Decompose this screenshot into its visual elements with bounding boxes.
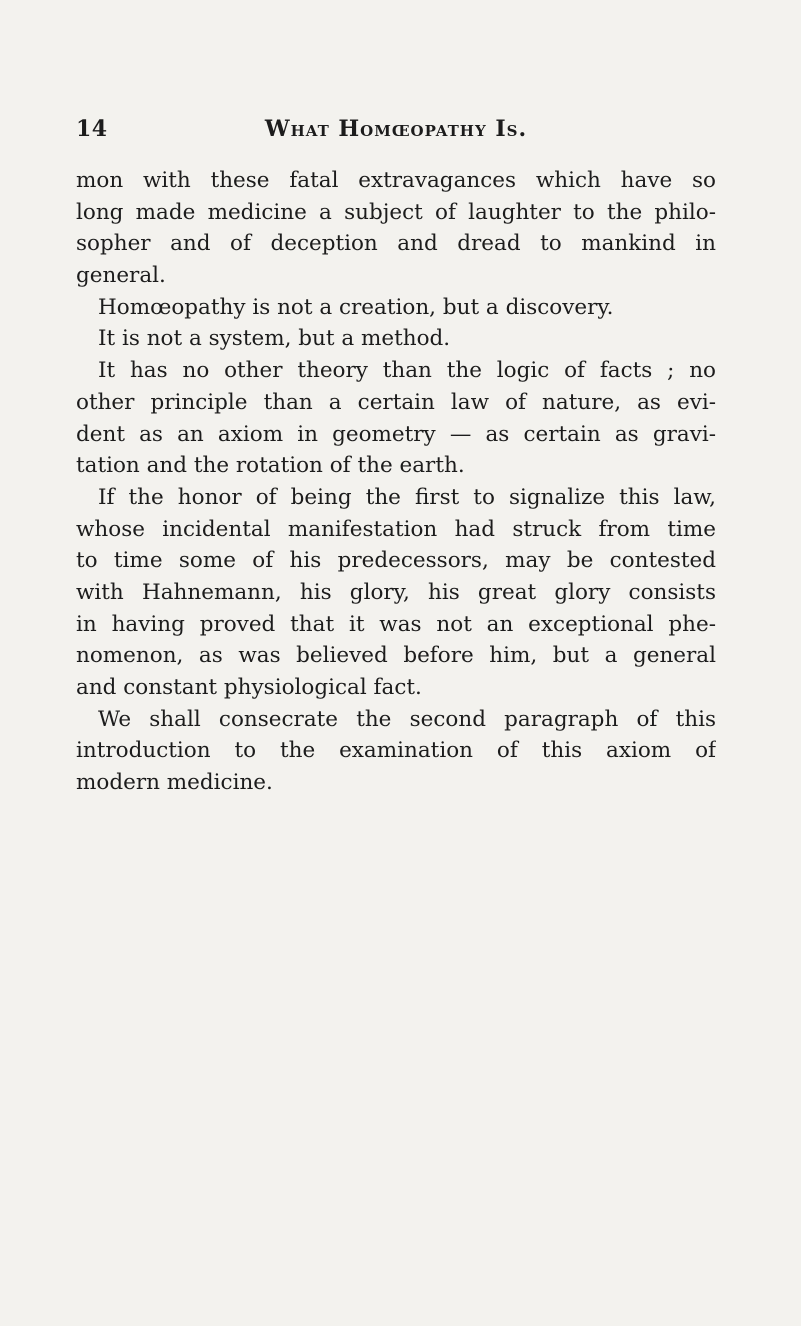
body-text [76, 165, 716, 799]
text-line: general. [76, 263, 166, 289]
text-line: It is not a system, but a method. [98, 326, 451, 352]
text-line: introduction to the examination of this axiom of [76, 738, 716, 764]
text-line: It has no other theory than the logic of facts ; no [98, 358, 716, 384]
running-head: What Homœopathy Is. [264, 116, 528, 142]
text-line: If the honor of being the first to signalize this law, [98, 484, 716, 510]
text-line: We shall consecrate the second paragraph of this [98, 706, 716, 732]
text-line: modern medicine. [76, 770, 273, 796]
text-line: Homœopathy is not a creation, but a discovery. [98, 294, 614, 320]
page-header [76, 116, 716, 150]
text-line: to time some of his predecessors, may be contested [76, 548, 716, 574]
text-line: sopher and of deception and dread to mankind in [76, 231, 716, 257]
text-line: mon with these fatal extravagances which have so [76, 168, 716, 193]
text-line: and constant physiological fact. [76, 675, 422, 700]
page-number: 14 [76, 116, 108, 142]
text-line: in having proved that it was not an exceptional phe- [76, 611, 716, 637]
text-line: dent as an axiom in geometry — as certain as gravi- [76, 421, 716, 447]
text-line: whose incidental manifestation had struck from time [76, 516, 716, 542]
text-line: with Hahnemann, his glory, his great glory consists [76, 579, 716, 605]
text-line: tation and the rotation of the earth. [76, 453, 465, 479]
text-line: nomenon, as was believed before him, but a general [76, 643, 716, 669]
text-line: other principle than a certain law of nature, as evi- [76, 389, 716, 415]
text-line: long made medicine a subject of laughter to the philo- [76, 199, 716, 225]
